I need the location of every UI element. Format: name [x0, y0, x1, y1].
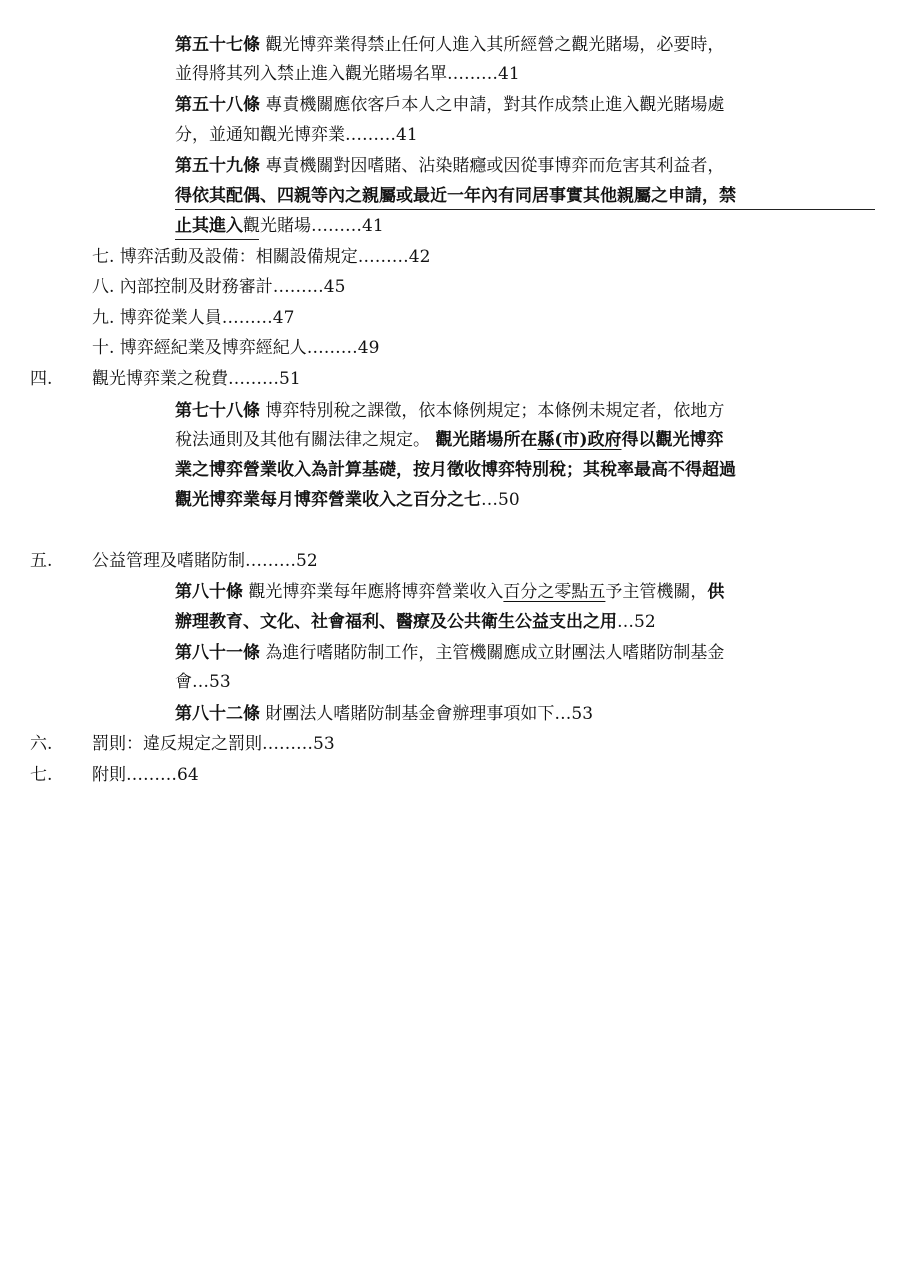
article-80-title: 第八十條: [175, 582, 243, 602]
article-80-underlined-text: 百分之零點五: [503, 582, 606, 602]
article-81-line-2: 會…53: [175, 672, 231, 692]
article-59-rest-text: 觀光賭場………41: [243, 216, 384, 236]
article-81-line-1: [175, 642, 724, 664]
article-78-text: 博弈特別稅之課徵，依本條例規定；本條例未規定者，依地方: [260, 401, 725, 421]
article-80-text: 予主管機關，: [605, 582, 708, 602]
article-80-bold-text: 辦理教育、文化、社會福利、醫療及公共衛生公益支出之用: [175, 612, 617, 632]
toc-item: 七. 博弈活動及設備：相關設備規定………42: [92, 247, 431, 267]
article-78-line-3: 業之博弈營業收入為計算基礎，按月徵收博弈特別稅；其稅率最高不得超過: [175, 460, 736, 480]
article-82-line-1: [175, 703, 593, 725]
section-7-title: 附則………64: [92, 765, 199, 785]
underline-rule: [175, 209, 875, 210]
article-80-bold-text: 供: [707, 582, 725, 602]
article-78-bold-text: 觀光博弈業每月博弈營業收入之百分之七: [175, 490, 481, 510]
article-80-text: 觀光博弈業每年應將博弈營業收入: [243, 582, 504, 602]
article-78-line-1: [175, 400, 724, 422]
article-81-title: 第八十一條: [175, 643, 260, 663]
article-78-rest-text: …50: [481, 490, 520, 510]
toc-item: 十. 博弈經紀業及博弈經紀人………49: [92, 338, 380, 358]
underline-rule: [175, 239, 259, 240]
article-59-bold-text: 止其進入: [175, 216, 243, 236]
article-78-line-2: [175, 429, 724, 451]
section-4-title: 觀光博弈業之稅費………51: [92, 369, 301, 389]
article-78-line-4: [175, 489, 520, 511]
article-81-text: 為進行嗜賭防制工作，主管機關應成立財團法人嗜賭防制基金: [260, 643, 725, 663]
toc-item: 八. 內部控制及財務審計………45: [92, 277, 346, 297]
section-5-title: 公益管理及嗜賭防制………52: [92, 551, 318, 571]
article-59-text: 專責機關對因嗜賭、沾染賭癮或因從事博弈而危害其利益者，: [260, 156, 725, 176]
article-58-line-2: 分，並通知觀光博弈業………41: [175, 125, 418, 145]
article-82-text: 財團法人嗜賭防制基金會辦理事項如下…53: [260, 704, 594, 724]
article-59-line-3: [175, 215, 384, 237]
article-80-rest-text: …52: [617, 612, 656, 632]
article-57-title: 第五十七條: [175, 35, 260, 55]
article-80-line-1: [175, 581, 724, 603]
article-78-title: 第七十八條: [175, 401, 260, 421]
section-6-number: 六.: [30, 734, 53, 754]
article-58-title: 第五十八條: [175, 95, 260, 115]
article-58-line-1: [175, 94, 724, 116]
article-78-underlined-text: 縣(市)政府: [537, 430, 622, 450]
section-7-number: 七.: [30, 765, 53, 785]
article-59-line-1: [175, 155, 724, 177]
article-80-line-2: [175, 611, 656, 633]
article-57-line-2: 並得將其列入禁止進入觀光賭場名單………41: [175, 64, 520, 84]
article-58-text: 專責機關應依客戶本人之申請，對其作成禁止進入觀光賭場處: [260, 95, 725, 115]
article-78-bold-text: 觀光賭場所在: [435, 430, 538, 450]
toc-item: 九. 博弈從業人員………47: [92, 308, 295, 328]
section-6-title: 罰則：違反規定之罰則………53: [92, 734, 335, 754]
article-78-text: 稅法通則及其他有關法律之規定。: [175, 430, 436, 450]
article-57-text: 觀光博弈業得禁止任何人進入其所經營之觀光賭場，必要時，: [260, 35, 725, 55]
article-82-title: 第八十二條: [175, 704, 260, 724]
article-78-bold-text: 得以觀光博弈: [621, 430, 724, 450]
article-59-line-2: 得依其配偶、四親等內之親屬或最近一年內有同居事實其他親屬之申請，禁: [175, 186, 736, 206]
article-57-line-1: [175, 34, 724, 56]
section-4-number: 四.: [30, 369, 53, 389]
article-59-title: 第五十九條: [175, 156, 260, 176]
section-5-number: 五.: [30, 551, 53, 571]
